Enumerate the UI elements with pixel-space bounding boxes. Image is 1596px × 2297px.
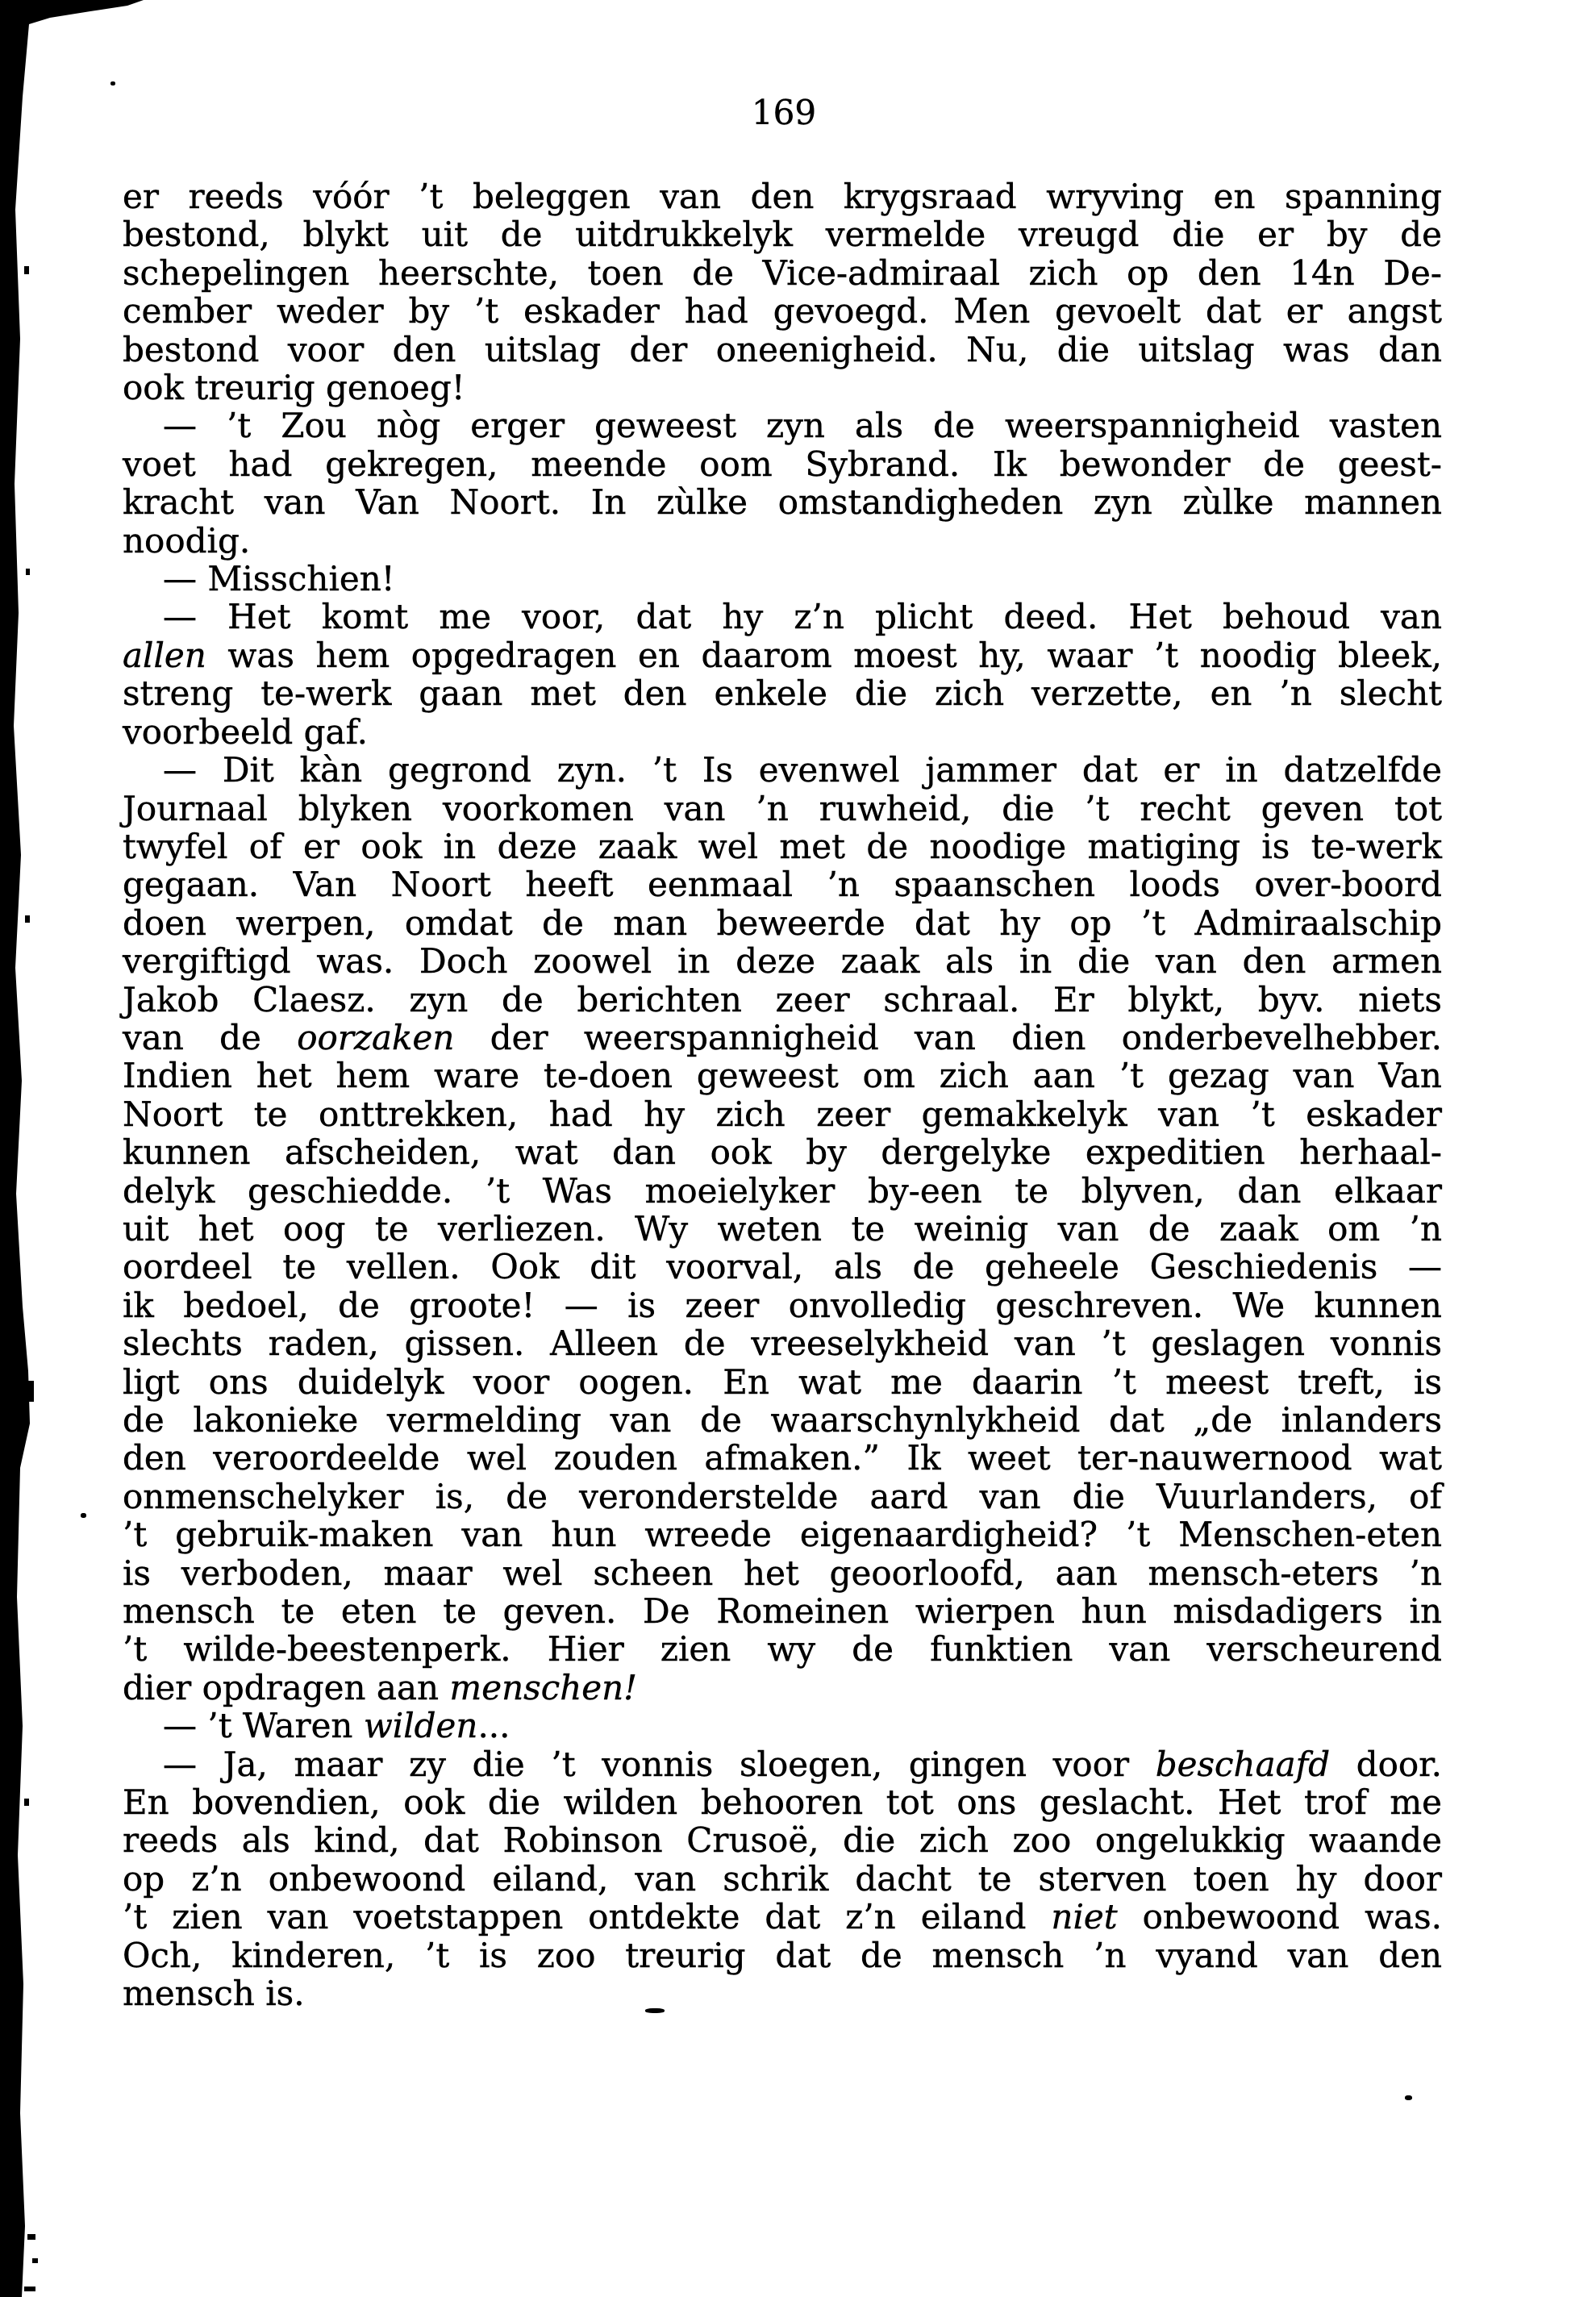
text-line	[123, 331, 1442, 369]
text-segment: twyfel of er ook in deze zaak wel met de noodige matiging is te-werk	[123, 826, 1442, 866]
text-segment: der weerspannigheid van dien onderbevelhebber.	[454, 1017, 1443, 1057]
text-segment: mensch te eten te geven. De Romeinen wierpen hun misdadigers in	[123, 1591, 1442, 1632]
text-line	[123, 981, 1442, 1019]
text-segment: — Dit kàn gegrond zyn. ’t Is evenwel jammer dat er in datzelfde	[163, 750, 1442, 790]
text-line	[123, 177, 1442, 215]
ink-speck	[81, 1513, 86, 1518]
text-segment: de lakonieke vermelding van de waarschynlykheid dat „de inlanders	[123, 1400, 1442, 1440]
text-line	[123, 1401, 1442, 1439]
text-segment: Indien het hem ware te-doen geweest om zich aan ’t gezag van Van	[123, 1056, 1442, 1096]
ink-speck	[110, 81, 115, 85]
text-line	[123, 1095, 1442, 1133]
text-line	[123, 942, 1442, 980]
text-line	[123, 1248, 1442, 1286]
text-line	[123, 828, 1442, 865]
text-line	[123, 1019, 1442, 1057]
text-line	[123, 790, 1442, 828]
text-line	[123, 1324, 1442, 1362]
text-segment: ook treurig genoeg!	[123, 368, 465, 408]
italic-text-segment: niet	[1051, 1897, 1118, 1937]
text-segment: voorbeeld gaf.	[123, 711, 368, 752]
text-segment: uit het oog te verliezen. Wy weten te weinig van de zaak om ’n	[123, 1208, 1442, 1249]
text-segment: oordeel te vellen. Ook dit voorval, als de geheele Geschiedenis —	[123, 1247, 1442, 1287]
text-segment: op z’n onbewoond eiland, van schrik dacht te sterven toen hy door	[123, 1858, 1442, 1899]
text-line	[123, 1439, 1442, 1477]
text-segment: — ’t Waren	[163, 1706, 364, 1746]
text-line	[123, 1936, 1442, 1974]
text-line	[123, 1057, 1442, 1094]
text-segment: kracht van Van Noort. In zùlke omstandigheden zyn zùlke mannen	[123, 482, 1442, 523]
text-line	[123, 1363, 1442, 1401]
text-segment: ...	[477, 1706, 510, 1746]
text-segment: schepelingen heerschte, toen de Vice-admiraal zich op den 14n De-	[123, 252, 1442, 293]
text-line	[123, 713, 1442, 751]
text-segment: was hem opgedragen en daarom moest hy, waar ’t noodig bleek,	[206, 635, 1442, 675]
text-line	[123, 445, 1442, 483]
italic-text-segment: allen	[123, 635, 206, 675]
text-segment: den veroordeelde wel zouden afmaken.” Ik weet ter-nauwernood wat	[123, 1438, 1442, 1478]
text-line	[123, 560, 1442, 598]
text-line	[123, 1515, 1442, 1553]
text-segment: delyk geschiedde. ’t Was moeielyker by-een te blyven, dan elkaar	[123, 1170, 1442, 1211]
text-segment: ik bedoel, de groote! — is zeer onvolledig geschreven. We kunnen	[123, 1285, 1442, 1325]
ink-speck	[1405, 2095, 1412, 2100]
text-line	[123, 1669, 1442, 1707]
text-segment: — Misschien!	[163, 559, 395, 599]
text-segment: voet had gekregen, meende oom Sybrand. Ik bewonder de geest-	[123, 444, 1442, 484]
text-segment: doen werpen, omdat de man beweerde dat hy op ’t Admiraalschip	[123, 903, 1442, 943]
text-segment: gegaan. Van Noort heeft eenmaal ’n spaanschen loods over-boord	[123, 865, 1442, 905]
text-line	[123, 1554, 1442, 1592]
text-segment: er reeds vóór ’t beleggen van den krygsraad wryving en spanning	[123, 177, 1442, 216]
text-segment: dier opdragen aan	[123, 1667, 450, 1707]
page-text	[123, 177, 1442, 2013]
text-segment: streng te-werk gaan met den enkele die zich verzette, en ’n slecht	[123, 673, 1442, 714]
text-segment: Jakob Claesz. zyn de berichten zeer schraal. Er blykt, byv. niets	[123, 979, 1442, 1019]
text-segment: Och, kinderen, ’t is zoo treurig dat de mensch ’n vyand van den	[123, 1935, 1442, 1975]
text-segment: ’t gebruik-maken van hun wreede eigenaardigheid? ’t Menschen-eten	[123, 1515, 1442, 1555]
text-line	[123, 1478, 1442, 1515]
page-number: 169	[751, 93, 817, 132]
text-line	[123, 674, 1442, 712]
text-segment: onmenschelyker is, de veronderstelde aard van die Vuurlanders, of	[123, 1476, 1442, 1516]
text-line	[123, 406, 1442, 444]
text-line	[123, 904, 1442, 942]
text-segment: van de	[123, 1017, 298, 1057]
text-line	[123, 598, 1442, 636]
text-line	[123, 1974, 1442, 2012]
text-line	[123, 1133, 1442, 1171]
text-segment: ligt ons duidelyk voor oogen. En wat me daarin ’t meest treft, is	[123, 1361, 1442, 1402]
text-segment: noodig.	[123, 520, 251, 561]
text-segment: mensch is.	[123, 1974, 305, 2014]
text-line	[123, 1821, 1442, 1859]
text-line	[123, 865, 1442, 903]
text-line	[123, 215, 1442, 253]
text-line	[123, 1707, 1442, 1745]
text-segment: ’t wilde-beestenperk. Hier zien wy de funktien van verscheurend	[123, 1629, 1442, 1670]
text-line	[123, 1745, 1442, 1783]
text-line	[123, 636, 1442, 674]
text-segment: onbewoond was.	[1117, 1897, 1442, 1937]
text-segment: — ’t Zou nòg erger geweest zyn als de weerspannigheid vasten	[163, 406, 1442, 446]
text-line	[123, 1860, 1442, 1898]
italic-text-segment: beschaafd	[1155, 1744, 1331, 1784]
text-line	[123, 1783, 1442, 1821]
text-segment: cember weder by ’t eskader had gevoegd. Men gevoelt dat er angst	[123, 291, 1442, 331]
text-segment: door.	[1330, 1744, 1442, 1784]
text-segment: En bovendien, ook die wilden behooren tot ons geslacht. Het trof me	[123, 1782, 1442, 1823]
text-segment: bestond, blykt uit de uitdrukkelyk vermelde vreugd die er by de	[123, 215, 1442, 255]
text-line	[123, 292, 1442, 330]
text-line	[123, 1210, 1442, 1248]
text-line	[123, 522, 1442, 560]
italic-text-segment: oorzaken	[297, 1017, 455, 1057]
text-line	[123, 1172, 1442, 1210]
italic-text-segment: wilden	[363, 1706, 478, 1746]
text-segment: slechts raden, gissen. Alleen de vreeselykheid van ’t geslagen vonnis	[123, 1324, 1442, 1364]
text-line	[123, 1592, 1442, 1630]
text-line	[123, 254, 1442, 292]
text-line	[123, 1286, 1442, 1324]
text-line	[123, 1898, 1442, 1936]
italic-text-segment: menschen!	[449, 1667, 638, 1707]
text-segment: Noort te onttrekken, had hy zich zeer gemakkelyk van ’t eskader	[123, 1094, 1442, 1134]
text-segment: bestond voor den uitslag der oneenigheid. Nu, die uitslag was dan	[123, 329, 1442, 369]
text-segment: is verboden, maar wel scheen het geoorloofd, aan mensch-eters ’n	[123, 1553, 1442, 1593]
text-line	[123, 483, 1442, 521]
text-segment: kunnen afscheiden, wat dan ook by dergelyke expeditien herhaal-	[123, 1132, 1442, 1173]
text-line	[123, 369, 1442, 406]
text-segment: — Het komt me voor, dat hy z’n plicht deed. Het behoud van	[163, 597, 1442, 637]
text-line	[123, 751, 1442, 789]
text-segment: reeds als kind, dat Robinson Crusoë, die zich zoo ongelukkig waande	[123, 1820, 1442, 1861]
text-segment: vergiftigd was. Doch zoowel in deze zaak als in die van den armen	[123, 941, 1442, 982]
text-segment: Journaal blyken voorkomen van ’n ruwheid, die ’t recht geven tot	[123, 788, 1442, 828]
text-segment: ’t zien van voetstappen ontdekte dat z’n eiland	[123, 1897, 1052, 1937]
text-line	[123, 1630, 1442, 1668]
text-segment: — Ja, maar zy die ’t vonnis sloegen, gingen voor	[163, 1744, 1156, 1784]
